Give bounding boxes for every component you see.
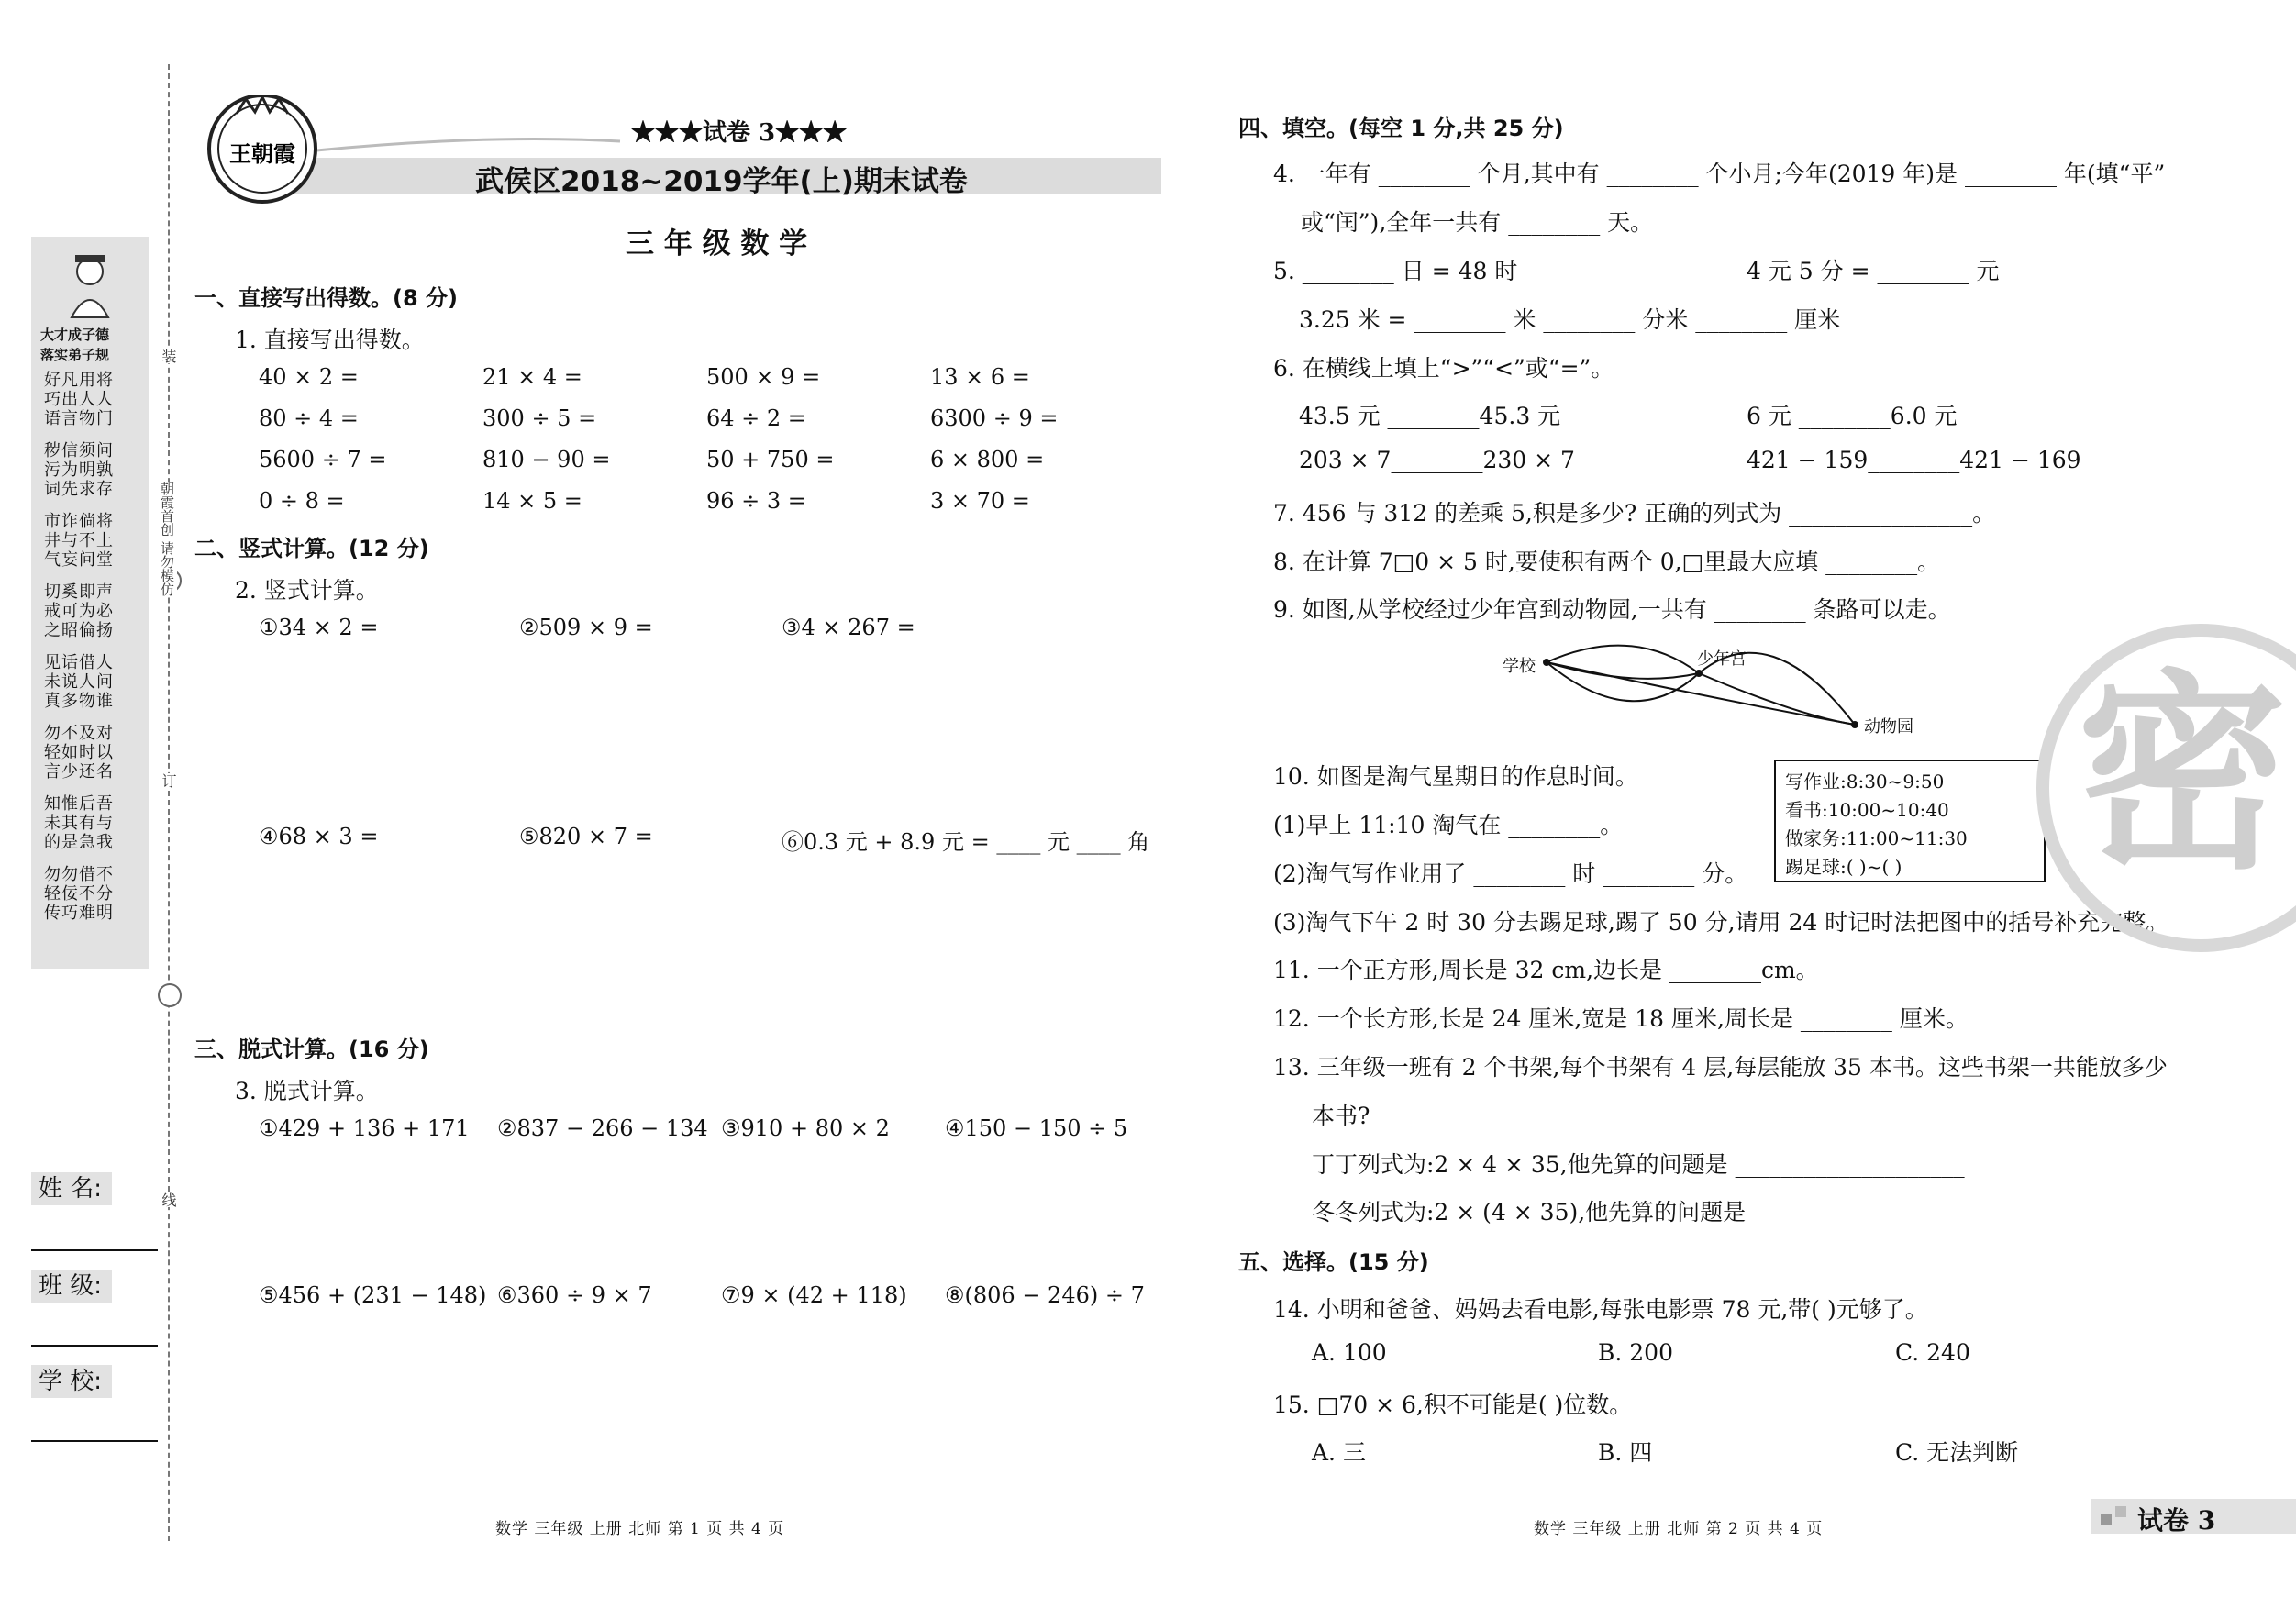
vertical-calc-5: ⑤820 × 7 =: [519, 824, 653, 849]
question-13-dongdong: 冬冬列式为:2 × (4 × 35),他先算的问题是 ____________________: [1312, 1199, 1983, 1225]
dash-note-xian: 线: [160, 1192, 177, 1207]
question-6-c: 203 × 7________230 × 7: [1299, 447, 1575, 473]
section-2-heading: 二、竖式计算。(12 分): [194, 536, 429, 561]
exam-subtitle: 三 年 级 数 学: [626, 227, 808, 261]
school-input-line[interactable]: [31, 1440, 158, 1442]
question-12: 12. 一个长方形,长是 24 厘米,宽是 18 厘米,周长是 ________ 厘米。: [1273, 1005, 1969, 1032]
question-5-part-a: 5. ________ 日 = 48 时: [1273, 258, 1518, 284]
corner-exam-label: 试卷 3: [2137, 1505, 2216, 1536]
sidebar-motto-panel: [31, 237, 149, 969]
confidential-stamp: [2036, 624, 2296, 952]
vertical-calc-2: ②509 × 9 =: [519, 615, 653, 640]
schedule-homework: 写作业:8:30~9:50: [1785, 771, 1945, 793]
question-14-option-a[interactable]: A. 100: [1312, 1339, 1387, 1366]
step-calc-7: ⑦9 × (42 + 118): [721, 1282, 907, 1308]
question-13-line-2: 本书?: [1312, 1103, 1370, 1129]
step-calc-2: ②837 − 266 − 134: [497, 1115, 708, 1141]
mental-calc-item: 5600 ÷ 7 =: [259, 447, 387, 472]
map-label-zoo: 动物园: [1864, 717, 1913, 737]
mental-calc-item: 6 × 800 =: [930, 447, 1045, 472]
question-5-part-b: 4 元 5 分 = ________ 元: [1747, 258, 2000, 284]
sidebar-text: 市诈倘将井与不上气妄问堂: [44, 512, 114, 570]
sidebar-text: 见话借人未说人问真多物谁: [44, 653, 114, 711]
schedule-football: 踢足球:( )~( ): [1785, 856, 1902, 878]
mental-calc-item: 500 × 9 =: [706, 364, 821, 390]
mental-calc-item: 0 ÷ 8 =: [259, 488, 345, 514]
question-6-prompt: 6. 在横线上填上“>”“<”或“=”。: [1273, 355, 1614, 382]
question-10-prompt: 10. 如图是淘气星期日的作息时间。: [1273, 763, 1638, 790]
question-15-option-b[interactable]: B. 四: [1598, 1439, 1653, 1466]
section-4-heading: 四、填空。(每空 1 分,共 25 分): [1238, 116, 1564, 141]
corner-square-icon: [2115, 1506, 2126, 1517]
scholar-figure-icon: [59, 246, 121, 319]
question-9: 9. 如图,从学校经过少年宫到动物园,一共有 ________ 条路可以走。: [1273, 596, 1951, 623]
question-13-line-1: 13. 三年级一班有 2 个书架,每个书架有 4 层,每层能放 35 本书。这些书架一共能放多少: [1273, 1054, 2168, 1081]
right-page-footer: 数学 三年级 上册 北师 第 2 页 共 4 页: [1534, 1520, 1824, 1538]
step-calc-5: ⑤456 + (231 − 148): [259, 1282, 487, 1308]
question-15-option-a[interactable]: A. 三: [1312, 1439, 1366, 1466]
vertical-calc-1: ①34 × 2 =: [259, 615, 379, 640]
sidebar-text: 切奚即声戒可为必之昭倫扬: [44, 582, 114, 640]
sidebar-text-list: [39, 371, 143, 936]
mental-calc-item: 13 × 6 =: [930, 364, 1030, 390]
mental-calc-item: 3 × 70 =: [930, 488, 1030, 514]
binding-dashed-line: [168, 64, 170, 1541]
mental-calc-item: 40 × 2 =: [259, 364, 359, 390]
step-calc-1: ①429 + 136 + 171: [259, 1115, 470, 1141]
question-14-option-c[interactable]: C. 240: [1895, 1339, 1970, 1366]
step-calc-8: ⑧(806 − 246) ÷ 7: [945, 1282, 1145, 1308]
step-calc-4: ④150 − 150 ÷ 5: [945, 1115, 1128, 1141]
mental-calc-item: 300 ÷ 5 =: [482, 405, 597, 431]
section-1-heading: 一、直接写出得数。(8 分): [194, 285, 458, 311]
question-5-part-c: 3.25 米 = ________ 米 ________ 分米 ________ 厘米: [1299, 306, 1841, 333]
question-14-option-b[interactable]: B. 200: [1598, 1339, 1673, 1366]
sidebar-motto-1: 大才成子德: [40, 327, 110, 343]
class-label: 班 级:: [31, 1270, 112, 1303]
question-10-part-3: (3)淘气下午 2 时 30 分去踢足球,踢了 50 分,请用 24 时记时法把图中的括号补充完整。: [1273, 909, 2169, 936]
map-label-youth-palace: 少年宫: [1697, 649, 1747, 669]
question-3-prompt: 3. 脱式计算。: [235, 1078, 379, 1104]
question-15: 15. □70 × 6,积不可能是( )位数。: [1273, 1392, 1633, 1418]
question-10-part-1: (1)早上 11:10 淘气在 ________。: [1273, 812, 1624, 838]
question-10-part-2: (2)淘气写作业用了 ________ 时 ________ 分。: [1273, 860, 1748, 887]
question-13-dingding: 丁丁列式为:2 × 4 × 35,他先算的问题是 ____________________: [1312, 1151, 1965, 1178]
stamp-character: 密: [2077, 650, 2289, 898]
mental-calc-item: 80 ÷ 4 =: [259, 405, 359, 431]
question-1-prompt: 1. 直接写出得数。: [235, 327, 425, 353]
schedule-box: [1774, 760, 2046, 882]
sidebar-motto-2: 落实弟子规: [40, 347, 110, 363]
logo-text: 王朝霞: [229, 140, 295, 167]
question-15-option-c[interactable]: C. 无法判断: [1895, 1439, 2019, 1466]
sidebar-text: 勿不及对轻如时以言少还名: [44, 724, 114, 782]
map-label-school: 学校: [1503, 657, 1536, 676]
sidebar-text: 知惟后吾未其有与的是急我: [44, 794, 114, 852]
exam-title: 武侯区2018~2019学年(上)期末试卷: [475, 165, 968, 198]
question-6-a: 43.5 元 ________45.3 元: [1299, 403, 1561, 429]
corner-tab: [2091, 1499, 2296, 1534]
corner-square-icon: [2101, 1514, 2112, 1525]
dash-note-ding: 订: [160, 773, 177, 788]
question-7: 7. 456 与 312 的差乘 5,积是多少? 正确的列式为 ________________。: [1273, 500, 1996, 527]
question-4-line-1: 4. 一年有 ________ 个月,其中有 ________ 个小月;今年(2019 年)是 ________ 年(填“平”: [1273, 161, 2166, 187]
sidebar-text: 勿勿借不轻佞不分传巧难明: [44, 865, 114, 923]
dash-note-zhuang: 装: [160, 349, 177, 363]
school-label: 学 校:: [31, 1365, 112, 1398]
class-input-line[interactable]: [31, 1345, 158, 1347]
left-page-footer: 数学 三年级 上册 北师 第 1 页 共 4 页: [495, 1520, 785, 1538]
vertical-calc-3: ③4 × 267 =: [782, 615, 915, 640]
section-3-heading: 三、脱式计算。(16 分): [194, 1037, 429, 1062]
step-calc-3: ③910 + 80 × 2: [721, 1115, 890, 1141]
question-2-prompt: 2. 竖式计算。: [235, 577, 379, 604]
exam-badge: ★★★试卷 3★★★: [631, 119, 848, 147]
mental-calc-item: 50 + 750 =: [706, 447, 835, 472]
name-label: 姓 名:: [31, 1172, 112, 1205]
vertical-calc-4: ④68 × 3 =: [259, 824, 379, 849]
question-11: 11. 一个正方形,周长是 32 cm,边长是 ________cm。: [1273, 957, 1819, 983]
section-5-heading: 五、选择。(15 分): [1238, 1249, 1429, 1275]
binding-hole-bottom: [158, 983, 182, 1007]
mental-calc-item: 810 − 90 =: [482, 447, 611, 472]
mental-calc-item: 6300 ÷ 9 =: [930, 405, 1059, 431]
question-14: 14. 小明和爸爸、妈妈去看电影,每张电影票 78 元,带( )元够了。: [1273, 1296, 1928, 1323]
vertical-calc-6: ⑥0.3 元 + 8.9 元 = ____ 元 ____ 角: [782, 829, 1150, 855]
question-6-b: 6 元 ________6.0 元: [1747, 403, 1958, 429]
mental-calc-item: 96 ÷ 3 =: [706, 488, 806, 514]
sidebar-text: 秽信须问污为明孰词先求存: [44, 441, 114, 499]
dash-note-claim: 朝霞首创 请勿模仿: [159, 482, 175, 596]
question-8: 8. 在计算 7□0 × 5 时,要使积有两个 0,□里最大应填 ________。: [1273, 549, 1941, 575]
mental-calc-item: 14 × 5 =: [482, 488, 582, 514]
mental-calc-item: 64 ÷ 2 =: [706, 405, 806, 431]
sidebar-text: 好凡用将巧出人人语言物门: [44, 371, 114, 428]
name-input-line[interactable]: [31, 1249, 158, 1251]
schedule-reading: 看书:10:00~10:40: [1785, 799, 1949, 821]
question-6-d: 421 − 159________421 − 169: [1747, 447, 2081, 473]
question-4-line-2: 或“闰”),全年一共有 ________ 天。: [1301, 209, 1654, 236]
step-calc-6: ⑥360 ÷ 9 × 7: [497, 1282, 652, 1308]
schedule-chores: 做家务:11:00~11:30: [1785, 827, 1968, 849]
mental-calc-item: 21 × 4 =: [482, 364, 582, 390]
